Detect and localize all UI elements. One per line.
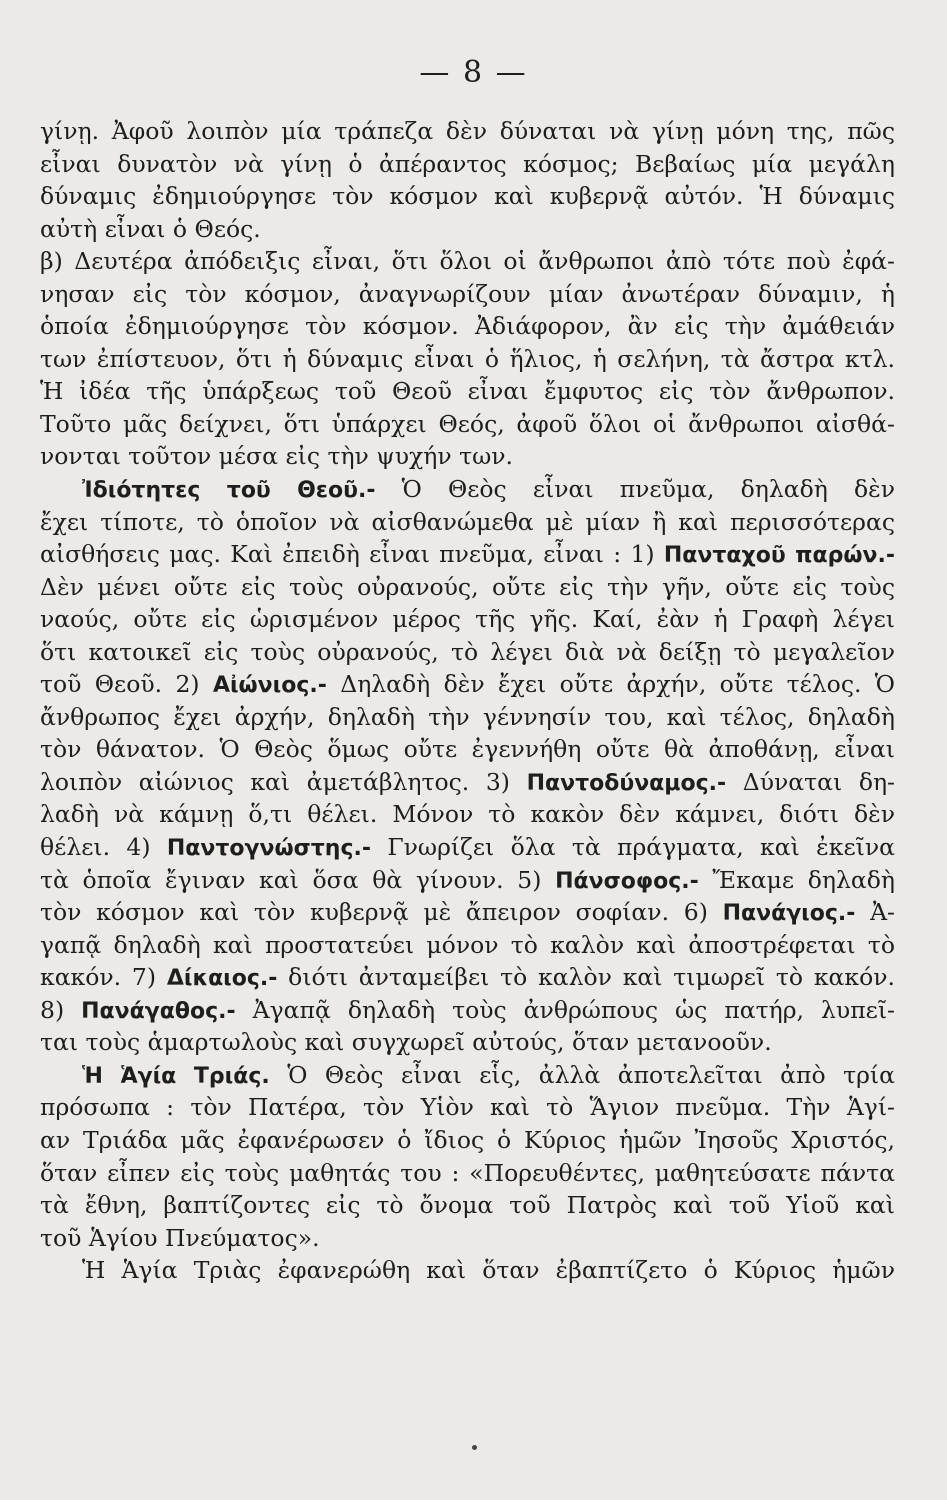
text-line [40, 1222, 895, 1255]
text-run: γίνῃ. Ἀφοῦ λοιπὸν μία τράπεζα δὲν δύναται νὰ γίνῃ μόνη της, πῶς [40, 117, 895, 145]
text-run: ἔχει τίποτε, τὸ ὁποῖον νὰ αἰσθανώμεθα μὲ μίαν ἢ καὶ περισσότερας [40, 507, 895, 536]
text-line [40, 571, 895, 604]
text-run: Ἡ ἰδέα τῆς ὑπάρξεως τοῦ Θεοῦ εἶναι ἔμφυτος εἰς τὸν ἄνθρωπον. [40, 377, 895, 406]
text-run: β) Δευτέρα ἀπόδειξις εἶναι, ὅτι ὅλοι οἱ ἄνθρωποι ἀπὸ τότε ποὺ ἐφά- [40, 247, 895, 276]
section-heading: Δίκαιος.- [166, 966, 278, 992]
text-run: Δὲν μένει οὔτε εἰς τοὺς οὐρανούς, οὔτε εἰς τὴν γῆν, οὔτε εἰς τοὺς [40, 572, 895, 601]
section-heading: Ἡ Ἁγία Τριάς. [82, 1063, 270, 1089]
text-line [40, 1026, 895, 1059]
text-line [40, 440, 895, 473]
text-line [40, 1254, 895, 1287]
text-line [40, 961, 895, 994]
section-heading: Αἰώνιος.- [212, 673, 327, 699]
text-line [40, 148, 895, 181]
section-heading: Πανάγιος.- [722, 901, 856, 927]
text-run: τοῦ Θεοῦ. 2) [40, 670, 213, 699]
text-run: Δηλαδὴ δὲν ἔχει οὔτε ἀρχήν, οὔτε τέλος. Ὁ [326, 670, 895, 699]
text-line [40, 375, 895, 408]
text-line [40, 929, 895, 962]
text-run: νονται τοῦτον μέσα εἰς τὴν ψυχήν των. [40, 442, 514, 471]
text-run: δύναμις ἐδημιούργησε τὸν κόσμον καὶ κυβερνᾷ αὐτόν. Ἡ δύναμις [40, 182, 895, 211]
text-run: αν Τριάδα μᾶς ἐφανέρωσεν ὁ ἴδιος ὁ Κύριος ἡμῶν Ἰησοῦς Χριστός, [40, 1125, 895, 1154]
text-line [40, 733, 895, 766]
text-run: τὰ ὁποῖα ἔγιναν καὶ ὅσα θὰ γίνουν. 5) [40, 865, 556, 894]
text-run: Ὁ Θεὸς εἶναι πνεῦμα, δηλαδὴ δὲν [375, 475, 895, 504]
text-run: γαπᾷ δηλαδὴ καὶ προστατεύει μόνον τὸ καλὸν καὶ ἀποστρέφεται τὸ [40, 930, 895, 959]
section-heading: Παντογνώστης.- [166, 836, 371, 862]
text-line [40, 180, 895, 213]
text-run: ὁποία ἐδημιούργησε τὸν κόσμον. Ἀδιάφορον, ἂν εἰς τὴν ἀμάθειάν [40, 312, 895, 341]
text-run: εἶναι δυνατὸν νὰ γίνῃ ὁ ἀπέραντος κόσμος; Βεβαίως μία μεγάλη [40, 149, 895, 178]
text-line [40, 994, 895, 1027]
text-line [40, 278, 895, 311]
text-line [40, 343, 895, 376]
text-run: τοῦ Ἁγίου Πνεύματος». [40, 1223, 320, 1252]
text-line [40, 115, 895, 148]
text-run: Ἡ Ἁγία Τριὰς ἐφανερώθη καὶ ὅταν ἐβαπτίζετο ὁ Κύριος ἡμῶν [82, 1256, 895, 1285]
text-line [40, 1091, 895, 1124]
text-run: αὐτὴ εἶναι ὁ Θεός. [40, 214, 261, 243]
text-line [40, 636, 895, 669]
text-line [40, 310, 895, 343]
text-run: κακόν. 7) [40, 963, 167, 992]
text-line [40, 1059, 895, 1092]
text-line [40, 245, 895, 278]
text-run: ται τοὺς ἁμαρτωλοὺς καὶ συγχωρεῖ αὐτούς, ὅταν μετανοοῦν. [40, 1028, 772, 1057]
text-run: λοιπὸν αἰώνιος καὶ ἀμετάβλητος. 3) [40, 767, 527, 796]
text-line [40, 864, 895, 897]
text-line [40, 213, 895, 246]
section-heading: Πάνσοφος.- [555, 868, 699, 894]
text-line [40, 831, 895, 864]
text-line [40, 896, 895, 929]
text-run: τὸν θάνατον. Ὁ Θεὸς ὅμως οὔτε ἐγεννήθη οὔτε θὰ ἀποθάνῃ, εἶναι [40, 735, 895, 764]
text-line [40, 701, 895, 734]
text-line [40, 766, 895, 799]
page-number: — 8 — [419, 55, 528, 90]
text-run: ὅταν εἶπεν εἰς τοὺς μαθητάς του : «Πορευθέντες, μαθητεύσατε πάντα [40, 1158, 895, 1187]
text-run: Ἀ- [855, 898, 895, 927]
text-run: τὸν κόσμον καὶ τὸν κυβερνᾷ μὲ ἄπειρον σοφίαν. 6) [40, 898, 723, 927]
text-run: ὅτι κατοικεῖ εἰς τοὺς οὐρανούς, τὸ λέγει διὰ νὰ δείξῃ τὸ μεγαλεῖον [40, 637, 895, 666]
text-line [40, 603, 895, 636]
text-run: πρόσωπα : τὸν Πατέρα, τὸν Υἱὸν καὶ τὸ Ἅγιον πνεῦμα. Τὴν Ἁγί- [40, 1093, 895, 1122]
text-run: θέλει. 4) [40, 833, 167, 862]
text-run: Γνωρίζει ὅλα τὰ πράγματα, καὶ ἐκεῖνα [371, 833, 895, 862]
text-run: Δύναται δη- [726, 767, 895, 796]
text-line [40, 798, 895, 831]
section-heading: Ἰδιότητες τοῦ Θεοῦ.- [82, 478, 376, 504]
text-run: Ἀγαπᾷ δηλαδὴ τοὺς ἀνθρώπους ὡς πατήρ, λυπεῖ- [235, 995, 895, 1024]
text-run: νησαν εἰς τὸν κόσμον, ἀναγνωρίζουν μίαν ἀνωτέραν δύναμιν, ἡ [40, 279, 895, 308]
text-line [40, 473, 895, 506]
text-run: των ἐπίστευον, ὅτι ἡ δύναμις εἶναι ὁ ἥλιος, ἡ σελήνη, τὰ ἄστρα κτλ. [40, 344, 895, 373]
body-text [40, 115, 895, 1287]
text-line [40, 506, 895, 539]
text-line [40, 538, 895, 571]
section-heading: Πανταχοῦ παρών.- [663, 543, 895, 569]
text-line [40, 668, 895, 701]
text-run: διότι ἀνταμείβει τὸ καλὸν καὶ τιμωρεῖ τὸ κακόν. [277, 963, 895, 992]
text-run: αἰσθήσεις μας. Καὶ ἐπειδὴ εἶναι πνεῦμα, εἶναι : 1) [40, 540, 664, 569]
print-speck [472, 1445, 477, 1450]
section-heading: Πανάγαθος.- [81, 998, 236, 1024]
text-run: Ὁ Θεὸς εἶναι εἷς, ἀλλὰ ἀποτελεῖται ἀπὸ τρία [269, 1060, 895, 1089]
section-heading: Παντοδύναμος.- [526, 770, 727, 796]
text-run: Τοῦτο μᾶς δείχνει, ὅτι ὑπάρχει Θεός, ἀφοῦ ὅλοι οἱ ἄνθρωποι αἰσθά- [40, 409, 895, 438]
text-run: ναούς, οὔτε εἰς ὡρισμένον μέρος τῆς γῆς. Καί, ἐὰν ἡ Γραφὴ λέγει [40, 605, 895, 634]
text-run: λαδὴ νὰ κάμνῃ ὅ,τι θέλει. Μόνον τὸ κακὸν δὲν κάμνει, διότι δὲν [40, 800, 895, 829]
text-run: ἄνθρωπος ἔχει ἀρχήν, δηλαδὴ τὴν γέννησίν του, καὶ τέλος, δηλαδὴ [40, 702, 895, 731]
text-line [40, 1189, 895, 1222]
text-line [40, 1157, 895, 1190]
text-line [40, 408, 895, 441]
text-run: 8) [40, 995, 82, 1024]
text-run: Ἔκαμε δηλαδὴ [698, 865, 895, 894]
text-run: τὰ ἔθνη, βαπτίζοντες εἰς τὸ ὄνομα τοῦ Πατρὸς καὶ τοῦ Υἱοῦ καὶ [40, 1191, 895, 1220]
text-line [40, 1124, 895, 1157]
